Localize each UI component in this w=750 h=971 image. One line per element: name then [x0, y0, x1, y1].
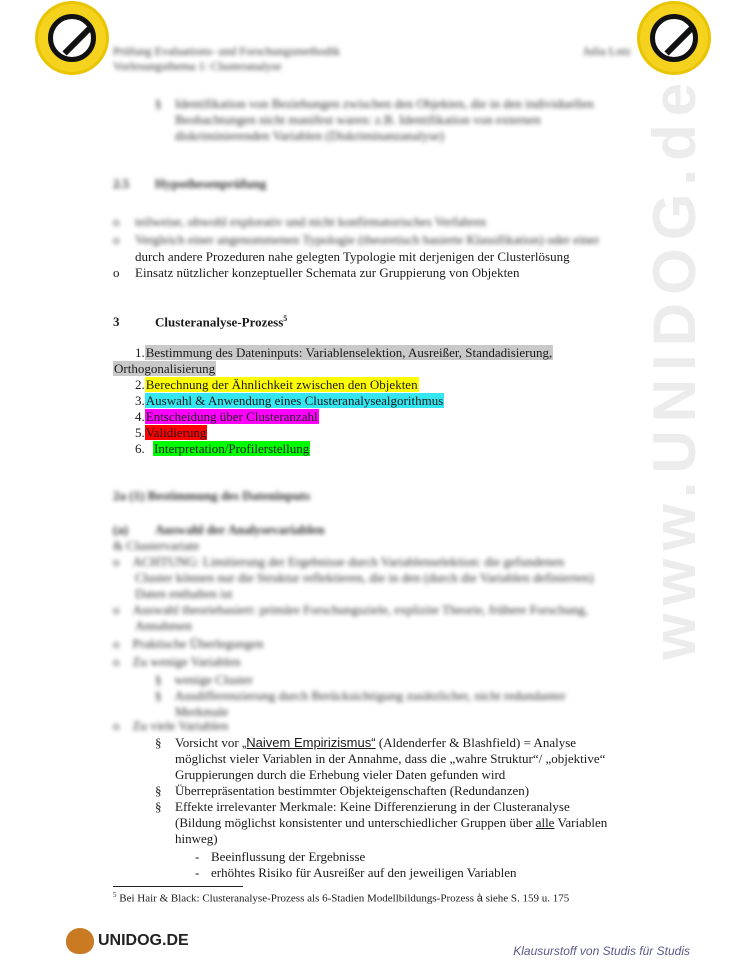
- bullet-2-5-1: o teilweise, obwohl explorativ und nicht konfirmatorisches Verfahren: [113, 214, 487, 229]
- bullet-overrepresentation: § Überrepräsentation bestimmter Objekteigenschaften (Redundanzen): [155, 783, 530, 798]
- process-step-5: 5.Validierung: [135, 425, 207, 440]
- dash-item-2: - erhöhtes Risiko für Ausreißer auf den jeweiligen Variablen: [195, 865, 517, 880]
- process-step-1-cont: Orthogonalisierung: [114, 361, 216, 376]
- logo-text: UNIDOG.DE: [98, 932, 189, 950]
- bullet-naive-empiricism: § Vorsicht vor „Naivem Empirizismus“ (Aldenderfer & Blashfield) = Analyse möglichst vieler Variablen in der Annahme, dass die „wahre Struktur“/ „objektive“ Gruppierungen durch die Erhebung vieler Daten gefunden wird: [155, 735, 606, 782]
- process-step-1: 1.Bestimmung des Dateninputs: Variablenselektion, Ausreißer, Standadisierung,: [135, 345, 553, 360]
- no-entry-sign-left: [38, 4, 106, 72]
- bullet-irrelevant-features: § Effekte irrelevanter Merkmale: Keine Differenzierung in der Clusteranalyse (Bildung möglichst konsistenter und unterschiedlicher Gruppen über alle Variablen hinweg): [155, 799, 608, 846]
- process-step-6: 6. Interpretation/Profilerstellung: [135, 441, 310, 456]
- top-blurred-paragraph: § Identifikation von Beziehungen zwischen den Objekten, die in den individuellen Beobachtungen nicht manifest waren: z.B. Identifikation von externen diskriminierenden Variablen (Diskriminanzanalyse): [155, 96, 594, 143]
- blurred-subtitle: Auswahl der Analysevariablen: [155, 522, 325, 537]
- bullet-2-5-2-line1: o Vergleich einer angenommenen Typologie (theoretisch basierte Klassifikation) oder einer: [113, 232, 600, 247]
- footnote-separator: [113, 886, 243, 887]
- blurred-line-12: o Zu viele Variablen: [113, 718, 229, 733]
- process-step-3: 3.Auswahl & Anwendung eines Clusteranalysealgorithmus: [135, 393, 444, 408]
- blurred-line-3: Cluster können nur die Struktur reflektieren, die in den (durch die Variablen definierten): [135, 570, 594, 585]
- section-3-title: Clusteranalyse-Prozess$^5$: [155, 314, 288, 330]
- header-course: Prüfung Evaluations- und Forschungsmethodik: [113, 44, 340, 58]
- header-author: Julia Lotz: [583, 44, 631, 58]
- blurred-line-1: & Clustervariate: [113, 538, 200, 553]
- header-topic: Vorlesungsthema 1: Clusteranalyse: [113, 59, 282, 73]
- process-step-2: 2.Berechnung der Ähnlichkeit zwischen den Objekten: [135, 377, 418, 392]
- blurred-line-9: § wenige Cluster: [155, 672, 253, 687]
- blurred-line-8: o Zu wenige Variablen: [113, 654, 241, 669]
- blurred-line-11: Merkmale: [175, 704, 229, 719]
- bullet-2-5-2-line2: durch andere Prozeduren nahe gelegten Typologie mit derjenigen der Clusterlösung: [135, 249, 570, 264]
- section-3-number: 3: [113, 314, 120, 329]
- footnote-ref: 5: [283, 314, 288, 323]
- dog-icon: [66, 928, 94, 954]
- watermark: www.UNIDOG.de: [641, 74, 708, 660]
- blurred-line-5: o Auswahl theoriebasiert: primäre Forschungsziele, explizite Theorie, frühere Forschung,: [113, 602, 588, 617]
- blurred-sub-a: (a): [113, 522, 129, 537]
- footer-tagline: Klausurstoff von Studis für Studis: [513, 944, 690, 958]
- section-2-5-number: 2.5: [113, 176, 130, 191]
- blurred-line-6: Annahmen: [135, 618, 193, 633]
- footnote-arrow: à: [476, 892, 483, 905]
- header-left: [113, 44, 340, 74]
- naive-empiricism-link: „Naivem Empirizismus“: [241, 735, 376, 750]
- dash-item-1: - Beeinflussung der Ergebnisse: [195, 849, 366, 864]
- blurred-line-4: Daten enthalten ist: [135, 586, 233, 601]
- blurred-heading: 2a (1) Bestimmung des Dateninputs: [113, 488, 311, 503]
- bullet-2-5-3: o Einsatz nützlicher konzeptueller Schemata zur Gruppierung von Objekten: [113, 265, 520, 280]
- unidog-logo: [66, 928, 189, 954]
- no-entry-sign-right: [640, 4, 708, 72]
- footnote: $^5$ Bei Hair & Black: Clusteranalyse-Prozess als 6-Stadien Modellbildungs-Prozess à siehe S. 159 u. 175: [113, 891, 570, 905]
- process-step-4: 4.Entscheidung über Clusteranzahl: [135, 409, 318, 424]
- section-2-5-title: Hypothesenprüfung: [155, 176, 267, 191]
- blurred-line-10: § Ausdifferenzierung durch Berücksichtigung zusätzlicher, nicht redundanter: [155, 688, 566, 703]
- blurred-line-2: o ACHTUNG: Limitierung der Ergebnisse durch Variablenselektion: die gefundenen: [113, 554, 565, 569]
- blurred-line-7: o Praktische Überlegungen: [113, 636, 264, 651]
